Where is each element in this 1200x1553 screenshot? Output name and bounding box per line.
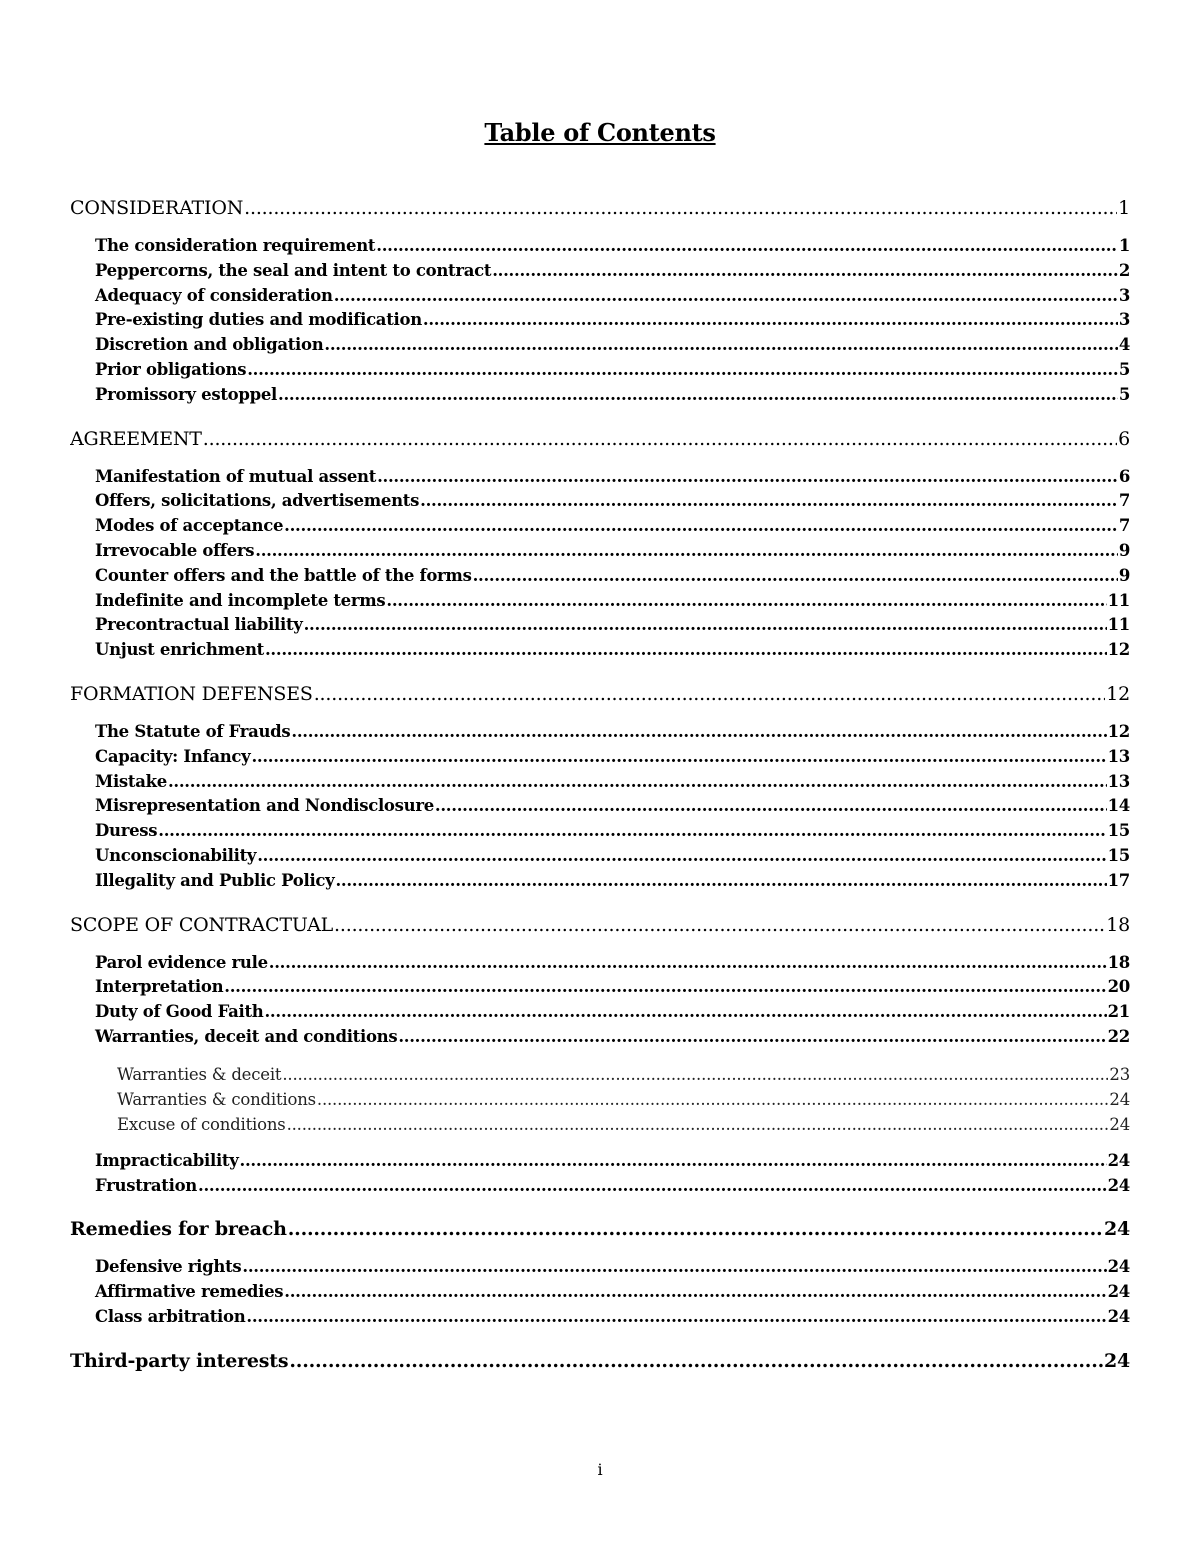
toc-entry[interactable]	[70, 465, 1130, 490]
toc-section[interactable]	[70, 194, 1130, 222]
toc-entry-page: 11	[1107, 615, 1130, 635]
toc-entry[interactable]	[70, 745, 1130, 770]
dot-leader	[284, 1280, 1106, 1305]
dot-leader	[287, 1112, 1109, 1137]
toc-entry-page: 24	[1107, 1150, 1130, 1170]
dot-leader	[423, 308, 1118, 333]
toc-section[interactable]	[70, 680, 1130, 708]
toc-subentry-label: Warranties & conditions	[117, 1089, 316, 1109]
toc-entry-page: 7	[1118, 491, 1130, 511]
toc-entry-page: 20	[1107, 977, 1130, 997]
toc-entry[interactable]	[70, 333, 1130, 358]
toc-entry-label: Counter offers and the battle of the forms	[95, 565, 472, 585]
toc-section-label: Remedies for breach	[70, 1218, 287, 1241]
toc-entry[interactable]	[70, 358, 1130, 383]
toc-entry-page: 13	[1107, 746, 1130, 766]
toc-entry-page: 21	[1107, 1002, 1130, 1022]
dot-leader	[158, 819, 1106, 844]
toc-entry-label: Interpretation	[95, 977, 224, 997]
toc-entry-page: 12	[1107, 640, 1130, 660]
toc-section-page: 1	[1118, 197, 1130, 219]
toc-entry-page: 9	[1118, 540, 1130, 560]
dot-leader	[203, 425, 1117, 453]
dot-leader	[198, 1174, 1107, 1199]
dot-leader	[335, 869, 1106, 894]
toc-entry-page: 3	[1118, 310, 1130, 330]
toc-entry[interactable]	[70, 284, 1130, 309]
dot-leader	[386, 589, 1106, 614]
dot-leader	[264, 1000, 1106, 1025]
toc-entry[interactable]	[70, 1149, 1130, 1174]
toc-section[interactable]	[70, 425, 1130, 453]
dot-leader	[244, 194, 1117, 222]
toc-entry-label: Unconscionability	[95, 845, 257, 865]
toc-entry-label: Defensive rights	[95, 1257, 242, 1277]
toc-entry-label: Prior obligations	[95, 359, 247, 379]
toc-entry-page: 24	[1107, 1306, 1130, 1326]
dot-leader	[492, 259, 1118, 284]
dot-leader	[291, 720, 1106, 745]
toc-entry-label: The Statute of Frauds	[95, 721, 291, 741]
dot-leader	[377, 465, 1118, 490]
toc-entry[interactable]	[70, 975, 1130, 1000]
toc-entry-page: 18	[1107, 952, 1130, 972]
page-number: i	[597, 1460, 603, 1479]
toc-entry[interactable]	[70, 539, 1130, 564]
dot-leader	[240, 1149, 1107, 1174]
toc-entry-label: Indefinite and incomplete terms	[95, 590, 386, 610]
toc-entry-label: Modes of acceptance	[95, 516, 284, 536]
dot-leader	[376, 234, 1118, 259]
toc-entry-page: 2	[1118, 260, 1130, 280]
dot-leader	[288, 1215, 1103, 1243]
dot-leader	[257, 844, 1106, 869]
toc-entry[interactable]	[70, 1025, 1130, 1050]
toc-section-label: Third-party interests	[70, 1349, 289, 1372]
toc-entry[interactable]	[70, 489, 1130, 514]
toc-entry[interactable]	[70, 514, 1130, 539]
toc-entry-page: 3	[1118, 285, 1130, 305]
toc-entry-label: The consideration requirement	[95, 236, 376, 255]
dot-leader	[304, 613, 1107, 638]
toc-entry-label: Affirmative remedies	[95, 1282, 284, 1302]
toc-entry-label: Precontractual liability	[95, 615, 303, 635]
dot-leader	[265, 638, 1107, 663]
toc-entry-label: Discretion and obligation	[95, 335, 324, 355]
toc-entry[interactable]	[70, 1280, 1130, 1305]
toc-entry-label: Class arbitration	[95, 1306, 246, 1326]
toc-entry-page: 24	[1107, 1175, 1130, 1195]
dot-leader	[334, 284, 1118, 309]
toc-entry[interactable]	[70, 259, 1130, 284]
toc-entry-label: Promissory estoppel	[95, 384, 277, 404]
toc-entry-page: 1	[1118, 236, 1130, 255]
dot-leader	[334, 911, 1105, 939]
toc-entry-page: 17	[1107, 870, 1130, 890]
toc-entry-page: 15	[1107, 845, 1130, 865]
toc-entry[interactable]	[70, 869, 1130, 894]
toc-entry[interactable]	[70, 589, 1130, 614]
toc-section-page: 24	[1103, 1218, 1130, 1241]
toc-entry-label: Misrepresentation and Nondisclosure	[95, 796, 434, 816]
toc-section[interactable]	[70, 911, 1130, 939]
dot-leader	[224, 975, 1106, 1000]
toc-subentry[interactable]	[70, 1112, 1130, 1137]
toc-entry[interactable]	[70, 1255, 1130, 1280]
dot-leader	[246, 1305, 1106, 1330]
toc-entry-label: Irrevocable offers	[95, 540, 255, 560]
toc-section-page: 6	[1118, 427, 1130, 450]
toc-entry-page: 7	[1118, 516, 1130, 536]
toc-entry-page: 15	[1107, 821, 1130, 841]
toc-entry[interactable]	[70, 720, 1130, 745]
dot-leader	[278, 383, 1118, 408]
dot-leader	[289, 1347, 1103, 1375]
dot-leader	[473, 564, 1118, 589]
toc-entry-page: 5	[1118, 359, 1130, 379]
toc-entry-page: 24	[1107, 1282, 1130, 1302]
toc-entry-page: 12	[1107, 721, 1130, 741]
toc-entry-label: Mistake	[95, 771, 167, 791]
toc-entry-label: Unjust enrichment	[95, 640, 264, 660]
toc-subentry-label: Warranties & deceit	[117, 1064, 282, 1084]
toc-entry-page: 13	[1107, 771, 1130, 791]
toc-section-label: CONSIDERATION	[70, 197, 244, 219]
toc-entry[interactable]	[70, 770, 1130, 795]
toc-subentry-label: Excuse of conditions	[117, 1114, 286, 1134]
toc-subentry-page: 24	[1109, 1089, 1130, 1109]
toc-section[interactable]	[70, 1347, 1130, 1375]
toc-entry[interactable]	[70, 638, 1130, 663]
dot-leader	[317, 1087, 1108, 1112]
toc-entry[interactable]	[70, 234, 1130, 259]
toc-subentry-group	[70, 1062, 1130, 1137]
toc-section-label: AGREEMENT	[70, 427, 202, 450]
toc-section-label: SCOPE OF CONTRACTUAL	[70, 913, 334, 936]
dot-leader	[435, 794, 1107, 819]
toc-section[interactable]	[70, 1215, 1130, 1243]
table-of-contents	[70, 194, 1130, 1387]
toc-section-page: 18	[1106, 913, 1130, 936]
dot-leader	[324, 333, 1117, 358]
toc-entry[interactable]	[70, 844, 1130, 869]
toc-entry[interactable]	[70, 383, 1130, 408]
toc-subentry[interactable]	[70, 1062, 1130, 1087]
toc-entry[interactable]	[70, 1000, 1130, 1025]
toc-entry[interactable]	[70, 613, 1130, 638]
toc-entry-page: 22	[1107, 1026, 1130, 1046]
toc-entry-label: Manifestation of mutual assent	[95, 466, 377, 486]
toc-entry-page: 9	[1118, 565, 1130, 585]
toc-entry-page: 6	[1118, 466, 1130, 486]
toc-entry[interactable]	[70, 1305, 1130, 1330]
toc-subentry-page: 24	[1109, 1114, 1130, 1134]
toc-entry-label: Peppercorns, the seal and intent to contract	[95, 260, 492, 280]
toc-subentry[interactable]	[70, 1087, 1130, 1112]
dot-leader	[168, 770, 1107, 795]
toc-section-label: FORMATION DEFENSES	[70, 682, 313, 705]
dot-leader	[242, 1255, 1106, 1280]
toc-entry-label: Impracticability	[95, 1150, 239, 1170]
dot-leader	[269, 951, 1107, 976]
toc-entry-label: Duty of Good Faith	[95, 1002, 264, 1022]
toc-entry-page: 11	[1107, 590, 1130, 610]
toc-entry-label: Adequacy of consideration	[95, 285, 333, 305]
dot-leader	[420, 489, 1118, 514]
toc-entry-label: Capacity: Infancy	[95, 746, 251, 766]
dot-leader	[255, 539, 1118, 564]
toc-entry[interactable]	[70, 819, 1130, 844]
toc-entry[interactable]	[70, 794, 1130, 819]
dot-leader	[251, 745, 1106, 770]
page-title: Table of Contents	[484, 118, 716, 147]
dot-leader	[282, 1062, 1108, 1087]
toc-entry-label: Frustration	[95, 1175, 198, 1195]
dot-leader	[398, 1025, 1106, 1050]
toc-section-page: 24	[1103, 1349, 1130, 1372]
toc-entry[interactable]	[70, 1174, 1130, 1199]
toc-entry-label: Illegality and Public Policy	[95, 870, 335, 890]
toc-section-page: 12	[1106, 682, 1130, 705]
toc-entry-page: 5	[1118, 384, 1130, 404]
toc-entry-page: 14	[1107, 796, 1130, 816]
toc-entry[interactable]	[70, 951, 1130, 976]
dot-leader	[247, 358, 1118, 383]
toc-entry[interactable]	[70, 308, 1130, 333]
toc-entry-page: 4	[1118, 335, 1130, 355]
toc-subentry-page: 23	[1109, 1064, 1130, 1084]
toc-entry-label: Warranties, deceit and conditions	[95, 1026, 398, 1046]
toc-entry-page: 24	[1107, 1257, 1130, 1277]
dot-leader	[284, 514, 1118, 539]
toc-entry-label: Pre-existing duties and modification	[95, 310, 422, 330]
toc-entry-label: Offers, solicitations, advertisements	[95, 491, 420, 511]
toc-entry[interactable]	[70, 564, 1130, 589]
toc-entry-label: Parol evidence rule	[95, 952, 268, 972]
dot-leader	[314, 680, 1106, 708]
toc-entry-label: Duress	[95, 821, 158, 841]
